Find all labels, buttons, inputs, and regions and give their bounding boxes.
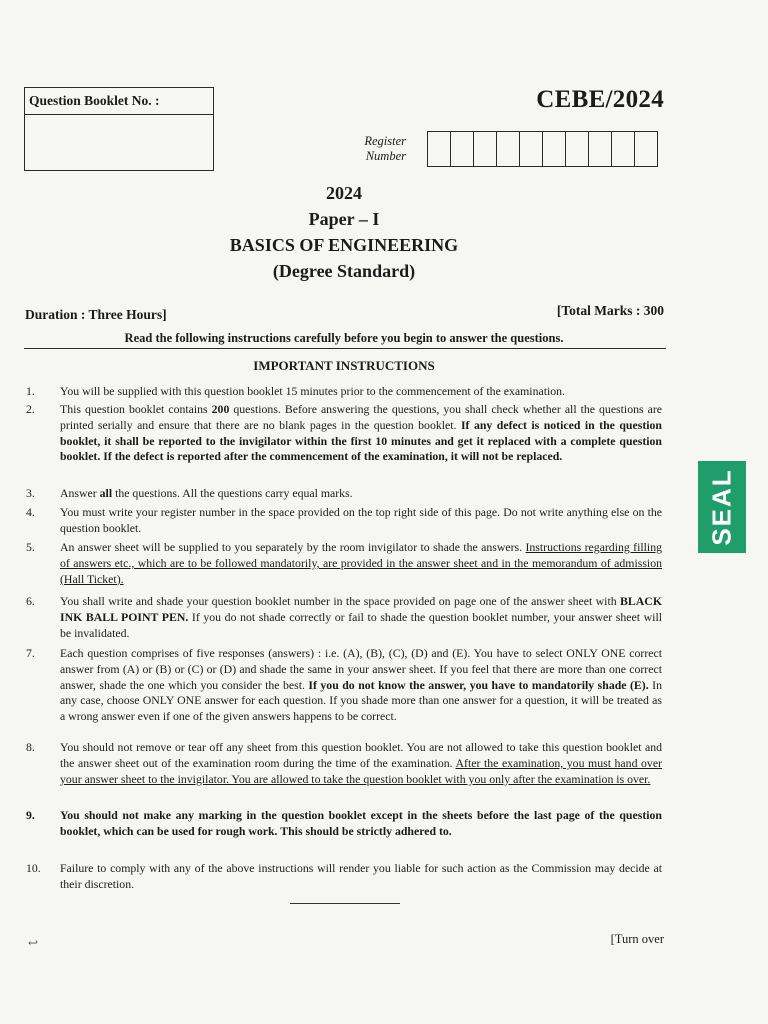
instruction-text: You must write your register number in the space provided on the top right side of this page. Do not write anything else on the question booklet. <box>60 505 662 535</box>
instruction-item <box>26 505 662 537</box>
instruction-item <box>26 646 662 725</box>
text-run-bold: BLACK INK BALL POINT PEN. <box>60 594 662 624</box>
instruction-text <box>60 402 662 465</box>
text-run-bold: 200 <box>211 402 230 416</box>
instruction-number: 6. <box>26 594 35 608</box>
register-number-boxes[interactable] <box>427 131 658 167</box>
instruction-number: 5. <box>26 540 35 554</box>
instruction-number: 2. <box>26 402 35 416</box>
instruction-item <box>26 486 662 502</box>
standard-label: (Degree Standard) <box>272 261 416 281</box>
instruction-text <box>60 646 662 725</box>
instruction-text <box>60 594 662 641</box>
text-run: You should not remove or tear off any sheet from this question booklet. You are not allowed to take this question booklet and the answer sheet out of the examination room during the time of the examination. <box>60 740 662 770</box>
register-digit-box[interactable] <box>428 132 451 166</box>
register-label-line2: Number <box>365 149 406 163</box>
instruction-item <box>26 384 662 400</box>
seal-label: SEAL <box>706 468 737 546</box>
text-run: the questions. All the questions carry equal marks. <box>112 486 353 500</box>
instruction-number: 7. <box>26 646 35 660</box>
total-marks-label: [Total Marks : 300 <box>556 303 664 318</box>
register-label-line1: Register <box>364 134 406 148</box>
register-digit-box[interactable] <box>451 132 474 166</box>
important-instructions-heading: IMPORTANT INSTRUCTIONS <box>253 358 435 373</box>
instruction-text <box>60 486 662 502</box>
instruction-text: You should not make any marking in the question booklet except in the sheets before the last page of the question booklet, which can be used for rough work. This should be strictly adhered to. <box>60 808 662 838</box>
register-digit-box[interactable] <box>543 132 566 166</box>
instruction-number: 10. <box>26 861 41 875</box>
register-digit-box[interactable] <box>612 132 635 166</box>
instruction-text <box>60 540 662 587</box>
register-digit-box[interactable] <box>474 132 497 166</box>
return-arrow-icon: ↩ <box>28 936 39 950</box>
text-run-bold: If you do not know the answer, you have to mandatorily shade (E). <box>308 677 649 692</box>
instruction-number: 3. <box>26 486 35 500</box>
text-run: An answer sheet will be supplied to you separately by the room invigilator to shade the answers. <box>60 540 526 554</box>
register-digit-box[interactable] <box>589 132 612 166</box>
text-run-bold: all <box>99 486 113 500</box>
text-run: Answer <box>60 486 100 500</box>
register-digit-box[interactable] <box>497 132 520 166</box>
instruction-text: Failure to comply with any of the above instructions will render you liable for such action as the Commission may decide at their discretion. <box>60 861 662 891</box>
text-run: Each question comprises of five responses (answers) : i.e. (A), (B), (C), (D) and (E). You have to select ONLY ONE correct answer from (A) or (B) or (C) or (D) and shade the same in your answer sheet. If you feel that there are more than one correct answer, shade the one which you consider the best. <box>60 646 662 692</box>
instruction-text: You will be supplied with this question booklet 15 minutes prior to the commencement of the examination. <box>60 384 566 398</box>
question-booklet-number-box[interactable] <box>24 87 214 171</box>
duration-label: Duration : Three Hours] <box>25 307 167 322</box>
subject-title: BASICS OF ENGINEERING <box>229 235 459 255</box>
instruction-text <box>60 740 662 787</box>
text-run: You shall write and shade your question booklet number in the space provided on page one of the answer sheet with <box>60 594 621 608</box>
text-run-bold: If any defect is noticed in the question booklet, it shall be reported to the invigilator within the first 10 minutes and get it replaced with a complete question booklet. If the defect is reported after the commencement of the examination, it will not be replaced. <box>60 417 662 464</box>
closing-divider <box>290 903 400 904</box>
instruction-number: 1. <box>26 384 35 398</box>
instruction-number: 8. <box>26 740 35 754</box>
turn-over-label: [Turn over <box>610 932 664 946</box>
read-instructions-notice: Read the following instructions carefully before you begin to answer the questions. <box>124 331 564 345</box>
instruction-item <box>26 808 662 840</box>
instruction-item <box>26 402 662 465</box>
instruction-number: 4. <box>26 505 35 519</box>
instruction-number: 9. <box>26 808 35 822</box>
text-run-underlined: After the examination, you must hand over your answer sheet to the invigilator. You are allowed to take the question booklet with you only after the examination is over. <box>60 755 662 786</box>
register-digit-box[interactable] <box>520 132 543 166</box>
register-digit-box[interactable] <box>635 132 657 166</box>
instruction-item <box>26 861 662 893</box>
instruction-item <box>26 540 662 587</box>
instruction-item <box>26 594 662 641</box>
register-number-label <box>340 134 406 164</box>
instruction-item <box>26 740 662 787</box>
paper-number: Paper – I <box>308 209 380 229</box>
text-run: This question booklet contains <box>60 402 212 416</box>
seal-tab <box>698 461 746 553</box>
text-run: In any case, choose ONLY ONE answer for each question. If you shade more than one answer for a question, it will be treated as a wrong answer even if one of the given answers happens to be correct. <box>60 677 662 724</box>
exam-year: 2024 <box>326 183 362 203</box>
exam-code: CEBE/2024 <box>536 86 664 113</box>
question-booklet-label: Question Booklet No. : <box>25 88 213 115</box>
text-run: If you do not shade correctly or fail to shade the question booklet number, your answer sheet will be invalidated. <box>60 609 662 640</box>
text-run: questions. Before answering the questions, you shall check whether all the questions are printed serially and ensure that there are no blank pages in the question booklet. <box>60 402 662 432</box>
divider <box>24 348 666 349</box>
register-digit-box[interactable] <box>566 132 589 166</box>
text-run-underlined: Instructions regarding filling of answers etc., which are to be followed mandatorily, are provided in the answer sheet and in the memorandum of admission (Hall Ticket). <box>60 540 662 586</box>
